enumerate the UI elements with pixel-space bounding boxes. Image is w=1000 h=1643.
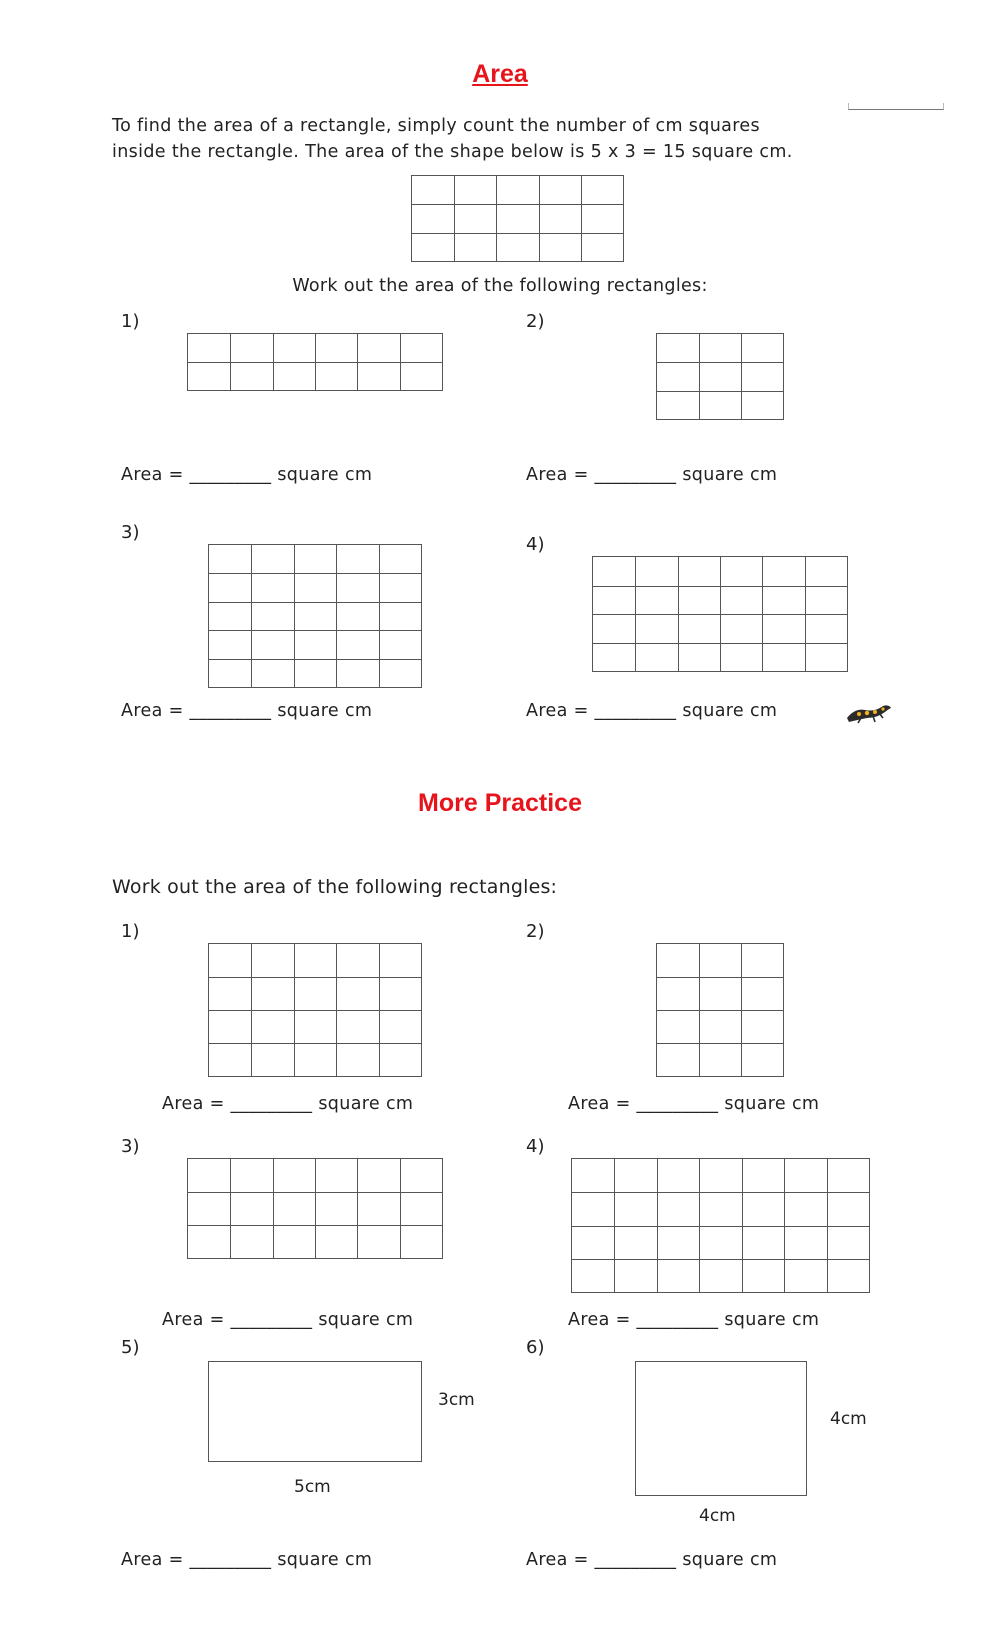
s1-q4-grid xyxy=(592,556,848,672)
grid-column-line xyxy=(379,545,380,687)
grid-column-line xyxy=(539,176,540,261)
grid-column-line xyxy=(496,176,497,261)
s2-q6-area-label: Area = _________ square cm xyxy=(526,1550,778,1570)
grid-row-line xyxy=(593,614,847,615)
grid-row-line xyxy=(412,204,623,205)
grid-row-line xyxy=(209,602,421,603)
s2-q4-grid xyxy=(571,1158,870,1293)
s1-q4-area-label: Area = _________ square cm xyxy=(526,701,778,721)
s2-q1-area-label: Area = _________ square cm xyxy=(162,1094,414,1114)
s2-q6-width-label: 4cm xyxy=(699,1506,736,1526)
s2-q2-number: 2) xyxy=(526,921,545,942)
grid-column-line xyxy=(454,176,455,261)
s2-q5-width-label: 5cm xyxy=(294,1477,331,1497)
grid-row-line xyxy=(412,233,623,234)
s2-q3-area-label: Area = _________ square cm xyxy=(162,1310,414,1330)
grid-column-line xyxy=(294,545,295,687)
grid-column-line xyxy=(251,545,252,687)
grid-column-line xyxy=(273,1159,274,1258)
grid-row-line xyxy=(593,643,847,644)
grid-column-line xyxy=(581,176,582,261)
grid-row-line xyxy=(188,362,442,363)
answer-box-line xyxy=(848,103,944,110)
s2-q1-grid xyxy=(208,943,422,1077)
s1-q2-number: 2) xyxy=(526,311,545,332)
intro-text xyxy=(112,113,793,165)
grid-column-line xyxy=(336,545,337,687)
s2-q6-height-label: 4cm xyxy=(830,1409,867,1429)
section2-title: More Practice xyxy=(418,789,582,817)
grid-row-line xyxy=(209,977,421,978)
grid-row-line xyxy=(657,391,783,392)
grid-row-line xyxy=(657,1043,783,1044)
section2-instruction: Work out the area of the following rectangles: xyxy=(112,876,558,898)
s1-q3-number: 3) xyxy=(121,522,140,543)
grid-column-line xyxy=(230,1159,231,1258)
s1-q3-grid xyxy=(208,544,422,688)
grid-column-line xyxy=(741,334,742,419)
s2-q6-rectangle xyxy=(635,1361,807,1496)
grid-row-line xyxy=(209,630,421,631)
grid-row-line xyxy=(188,1192,442,1193)
s1-q2-area-label: Area = _________ square cm xyxy=(526,465,778,485)
s2-q3-number: 3) xyxy=(121,1136,140,1157)
grid-column-line xyxy=(357,1159,358,1258)
intro-line-1: To find the area of a rectangle, simply count the number of cm squares xyxy=(112,116,760,136)
example-grid xyxy=(411,175,624,262)
page-title: Area xyxy=(472,60,528,88)
s1-q2-grid xyxy=(656,333,784,420)
salamander-icon xyxy=(845,698,893,724)
s2-q1-number: 1) xyxy=(121,921,140,942)
grid-row-line xyxy=(657,977,783,978)
grid-column-line xyxy=(315,1159,316,1258)
s2-q4-number: 4) xyxy=(526,1136,545,1157)
s2-q5-area-label: Area = _________ square cm xyxy=(121,1550,373,1570)
s2-q2-grid xyxy=(656,943,784,1077)
s2-q5-height-label: 3cm xyxy=(438,1390,475,1410)
grid-row-line xyxy=(188,1225,442,1226)
grid-column-line xyxy=(699,334,700,419)
s2-q3-grid xyxy=(187,1158,443,1259)
s1-q3-area-label: Area = _________ square cm xyxy=(121,701,373,721)
grid-row-line xyxy=(657,362,783,363)
s2-q6-number: 6) xyxy=(526,1337,545,1358)
grid-row-line xyxy=(572,1226,869,1227)
grid-row-line xyxy=(209,1010,421,1011)
grid-row-line xyxy=(209,573,421,574)
s1-q1-number: 1) xyxy=(121,311,140,332)
grid-row-line xyxy=(572,1192,869,1193)
grid-column-line xyxy=(400,1159,401,1258)
grid-row-line xyxy=(209,1043,421,1044)
grid-row-line xyxy=(572,1259,869,1260)
s1-q4-number: 4) xyxy=(526,534,545,555)
s2-q2-area-label: Area = _________ square cm xyxy=(568,1094,820,1114)
grid-row-line xyxy=(209,659,421,660)
intro-line-2: inside the rectangle. The area of the shape below is 5 x 3 = 15 square cm. xyxy=(112,142,793,162)
grid-row-line xyxy=(657,1010,783,1011)
s2-q5-rectangle xyxy=(208,1361,422,1462)
s1-q1-area-label: Area = _________ square cm xyxy=(121,465,373,485)
grid-row-line xyxy=(593,586,847,587)
section1-instruction: Work out the area of the following rectangles: xyxy=(292,276,708,296)
s1-q1-grid xyxy=(187,333,443,391)
s2-q5-number: 5) xyxy=(121,1337,140,1358)
s2-q4-area-label: Area = _________ square cm xyxy=(568,1310,820,1330)
